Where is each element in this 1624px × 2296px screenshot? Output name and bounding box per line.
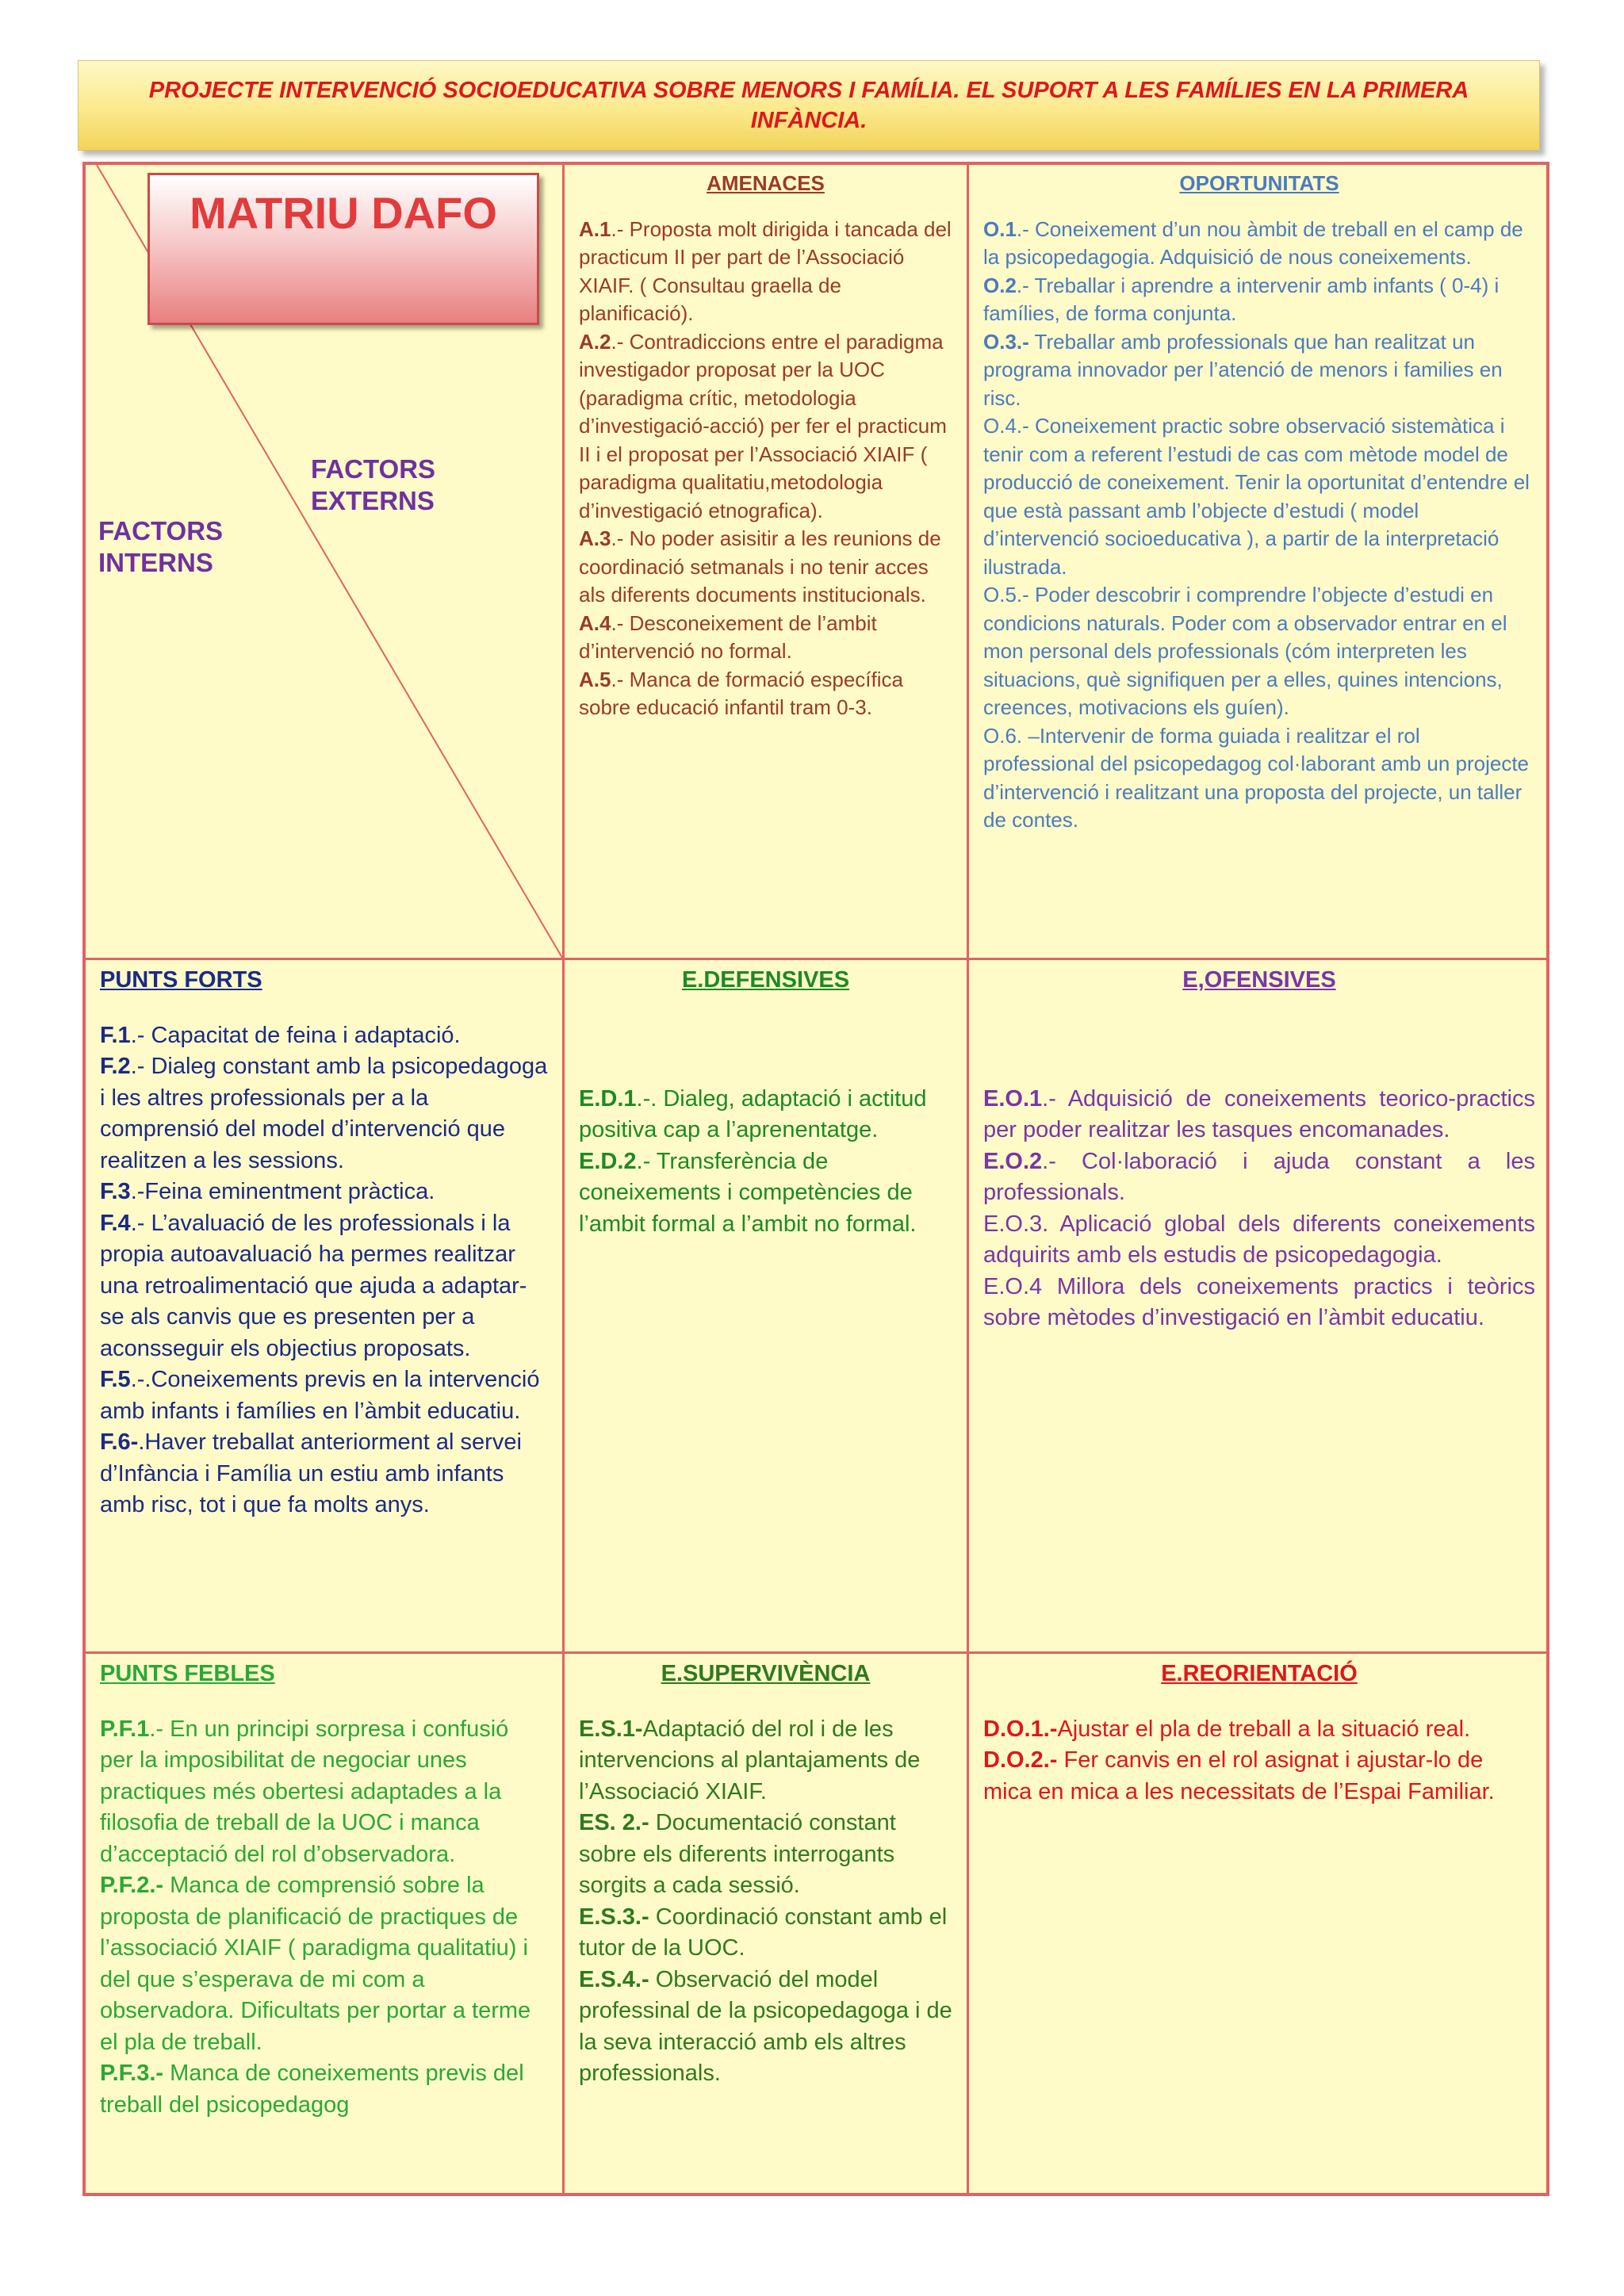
- punts-febles-cell: [86, 1654, 562, 2121]
- list-item: O.4.- Coneixement practic sobre observació sistemàtica i tenir com a referent l’estudi de cas com mètode model de producció de coneixement. Tenir la oportunitat d’entendre el que està passant amb l’objecte d’estudi ( model d’intervenció socioeducativa ), a partir de la interpretació ilustrada.: [983, 414, 1530, 579]
- list-item: D.O.1.-Ajustar el pla de treball a la situació real.: [983, 1716, 1471, 1742]
- matrix-title: MATRIU DAFO: [190, 188, 497, 238]
- punts-forts-cell: [86, 960, 562, 1521]
- list-item: A.2.- Contradiccions entre el paradigma investigador proposat per la UOC (paradigma crític, metodologia d’investigació-acció) per fer el practicum II i el proposat per l’Associació XIAIF ( paradigma qualitatiu,metodologia d’investigació etnografica).: [579, 329, 947, 522]
- title-banner: [78, 60, 1540, 151]
- dafo-matrix: [82, 162, 1549, 2196]
- list-item: F.4.- L’avaluació de les professionals i la propia autoavaluació ha permes realitzar una retroalimentació que ajuda a adaptar-se als canvis que es presenten per a aconsseguir els objectius proposats.: [100, 1210, 527, 1361]
- list-item: F.3.-Feina eminentment pràctica.: [100, 1179, 435, 1204]
- list-item: E.O.4 Millora dels coneixements practics i teòrics sobre mètodes d’investigació en l’àmbit educatiu.: [983, 1273, 1535, 1330]
- punts-forts-heading: PUNTS FORTS: [100, 967, 262, 993]
- list-item: A.5.- Manca de formació específica sobre educació infantil tram 0-3.: [579, 667, 903, 719]
- list-item: E.O.2.- Col·laboració i ajuda constant a les professionals.: [983, 1148, 1535, 1205]
- list-item: E.S.3.- Coordinació constant amb el tutor de la UOC.: [579, 1904, 948, 1961]
- list-item: ES. 2.- Documentació constant sobre els diferents interrogants sorgits a cada sessió.: [579, 1810, 896, 1898]
- matrix-title-box: [147, 173, 539, 325]
- document-title: PROJECTE INTERVENCIÓ SOCIOEDUCATIVA SOBRE MENORS I FAMÍLIA. EL SUPORT A LES FAMÍLIES EN LA PRIMERA INFÀNCIA.: [148, 78, 1469, 133]
- reorientacio-heading: E.REORIENTACIÓ: [1161, 1661, 1358, 1686]
- corner-cell: [86, 165, 562, 958]
- ofensives-heading: E,OFENSIVES: [1182, 967, 1336, 993]
- list-item: E.D.2.- Transferència de coneixements i competències de l’ambit formal a l’ambit no formal.: [579, 1148, 917, 1237]
- amenaces-cell: [565, 165, 967, 722]
- list-item: O.3.- Treballar amb professionals que han realitzat un programa innovador per l’atenció de menors i families en risc.: [983, 329, 1503, 410]
- list-item: A.3.- No poder asisitir a les reunions de coordinació setmanals i no tenir acces als diferents documents institucionals.: [579, 526, 941, 607]
- list-item: F.5.-.Coneixements previs en la intervenció amb infants i famílies en l’àmbit educatiu.: [100, 1367, 540, 1424]
- list-item: P.F.2.- Manca de comprensió sobre la proposta de planificació de practiques de l’associació XIAIF ( paradigma qualitatiu) i del que s’esperava de mi com a observadora. Dificultats per portar a terme el pla de treball.: [100, 1873, 531, 2055]
- list-item: E.S.1-Adaptació del rol i de les intervencions al plantajaments de l’Associació XIAIF.: [579, 1716, 921, 1804]
- defensives-cell: [565, 960, 967, 1240]
- ofensives-cell: [969, 960, 1549, 1334]
- list-item: E.S.4.- Observació del model professinal de la psicopedagoga i de la seva interacció amb els altres professionals.: [579, 1966, 952, 2086]
- list-item: E.O.3. Aplicació global dels diferents coneixements adquirits amb els estudis de psicopedagogia.: [983, 1211, 1535, 1268]
- list-item: O.2.- Treballar i aprendre a intervenir amb infants ( 0-4) i famílies, de forma conjunta.: [983, 273, 1500, 325]
- list-item: E.D.1.-. Dialeg, adaptació i actitud positiva cap a l’aprenentatge.: [579, 1085, 927, 1142]
- factors-externs-label: FACTORS EXTERNS: [311, 454, 436, 515]
- list-item: F.1.- Capacitat de feina i adaptació.: [100, 1022, 461, 1048]
- list-item: O.6. –Intervenir de forma guiada i realitzar el rol professional del psicopedagog col·laborant amb un projecte d’intervenció i realitzant una proposta del projecte, un taller de contes.: [983, 723, 1529, 832]
- list-item: A.1.- Proposta molt dirigida i tancada del practicum II per part de l’Associació XIAIF. ( Consultau graella de planificació).: [579, 216, 952, 325]
- reorientacio-cell: [969, 1654, 1549, 1808]
- list-item: E.O.1.- Adquisició de coneixements teorico-practics per poder realitzar les tasques encomanades.: [983, 1085, 1535, 1142]
- list-item: P.F.3.- Manca de coneixements previs del treball del psicopedagog: [100, 2061, 524, 2118]
- oportunitats-cell: [969, 165, 1549, 835]
- punts-febles-heading: PUNTS FEBLES: [100, 1661, 275, 1686]
- defensives-heading: E.DEFENSIVES: [681, 967, 850, 993]
- list-item: A.4.- Desconeixement de l’ambit d’intervenció no formal.: [579, 610, 877, 663]
- list-item: P.F.1.- En un principi sorpresa i confusió per la imposibilitat de negociar unes practiques més obertesi adaptades a la filosofia de treball de la UOC i manca d’acceptació del rol d’observadora.: [100, 1716, 509, 1867]
- list-item: F.2.- Dialeg constant amb la psicopedagoga i les altres professionals per a la comprensió del model d’intervenció que realitzen a les sessions.: [100, 1054, 548, 1173]
- oportunitats-heading: OPORTUNITATS: [1179, 171, 1339, 195]
- supervivencia-cell: [565, 1654, 967, 2090]
- amenaces-heading: AMENACES: [707, 171, 825, 195]
- factors-interns-label: FACTORS INTERNS: [98, 516, 224, 577]
- list-item: D.O.2.- Fer canvis en el rol asignat i ajustar-lo de mica en mica a les necessitats de l’Espai Familiar.: [983, 1747, 1495, 1804]
- list-item: O.5.- Poder descobrir i comprendre l’objecte d’estudi en condicions naturals. Poder com a observador entrar en el mon personal dels professionals (cóm interpreten les situacions, què signifiquen per a elles, quines intencions, creences, motivacions els guíen).: [983, 583, 1507, 719]
- supervivencia-heading: E.SUPERVIVÈNCIA: [661, 1661, 871, 1686]
- list-item: O.1.- Coneixement d’un nou àmbit de treball en el camp de la psicopedagogia. Adquisició de nous coneixements.: [983, 216, 1523, 269]
- list-item: F.6-.Haver treballat anteriorment al servei d’Infància i Família un estiu amb infants amb risc, tot i que fa molts anys.: [100, 1429, 522, 1517]
